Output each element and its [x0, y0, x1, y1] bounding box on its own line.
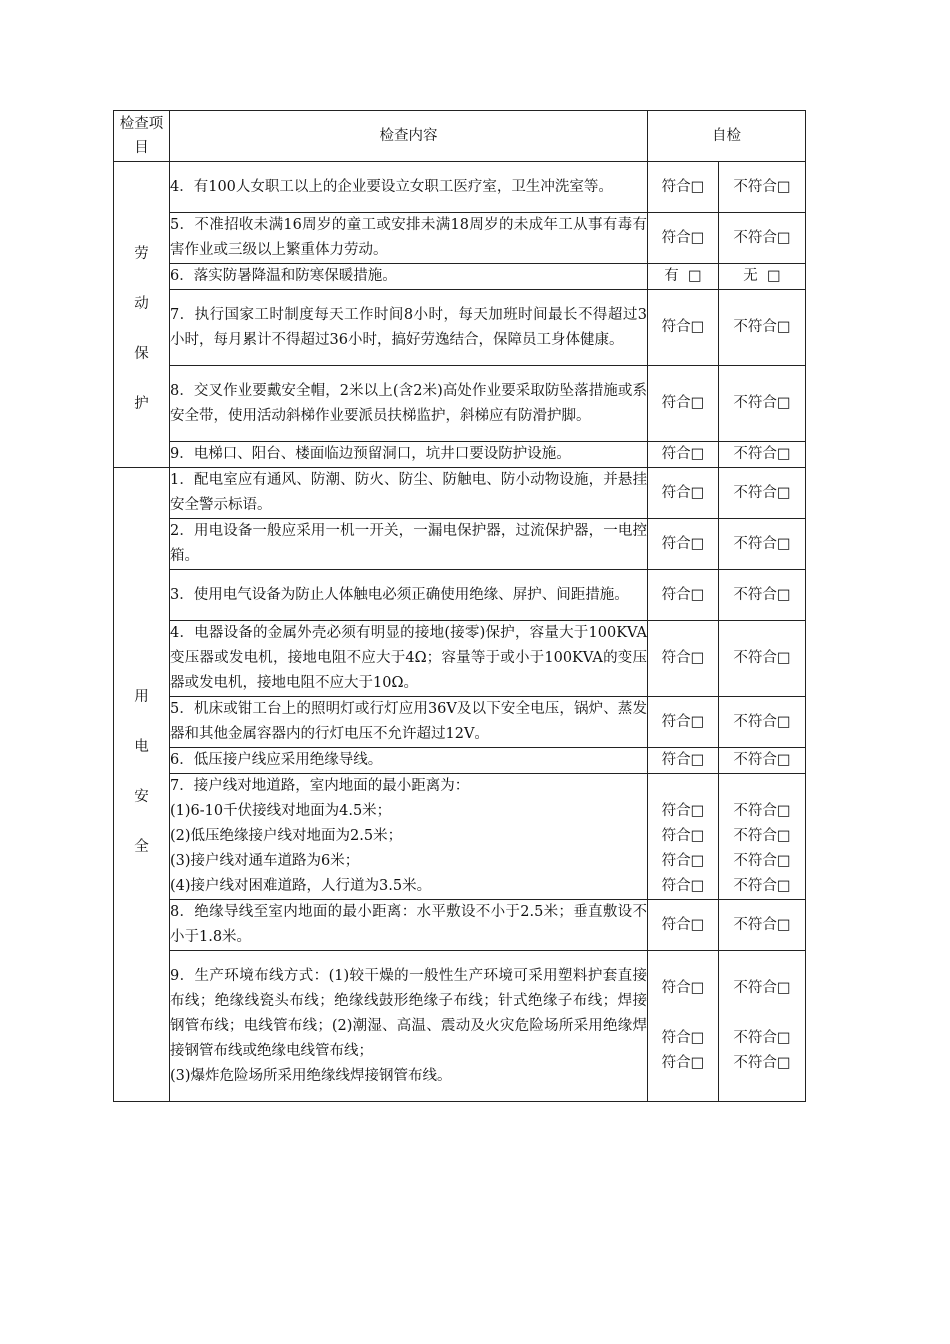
labor-item-7: 7．执行国家工时制度每天工作时间8小时，每天加班时间最长不得超过3小时，每月累计不得超过36小时，搞好劳逸结合，保障员工身体健康。	[170, 290, 648, 366]
electric-item-7-no-3[interactable]: 不符合□	[733, 853, 791, 869]
electric-item-2-no[interactable]: 不符合□	[719, 519, 806, 570]
electric-item-3-yes[interactable]: 符合□	[648, 570, 719, 621]
electric-item-9-no-1[interactable]: 不符合□	[733, 980, 791, 996]
electric-item-7-line-3: (2)低压绝缘接户线对地面为2.5米；	[170, 828, 403, 844]
electric-item-6-yes[interactable]: 符合□	[648, 748, 719, 774]
electric-item-7-line-5: (4)接户线对困难道路，人行道为3.5米。	[170, 878, 432, 894]
electric-item-7-yes-group	[648, 774, 719, 900]
labor-item-9-no[interactable]: 不符合□	[719, 442, 806, 468]
electric-item-7-yes-2[interactable]: 符合□	[661, 828, 705, 844]
labor-item-5: 5．不准招收未满16周岁的童工或安排未满18周岁的未成年工从事有毒有害作业或三级以上繁重体力劳动。	[170, 213, 648, 264]
electric-item-5: 5．机床或钳工台上的照明灯或行灯应用36V及以下安全电压，锅炉、蒸发器和其他金属容器内的行灯电压不允许超过12V。	[170, 697, 648, 748]
electric-item-9-no-3[interactable]: 不符合□	[733, 1055, 791, 1071]
electric-item-4: 4．电器设备的金属外壳必须有明显的接地(接零)保护，容量大于100KVA变压器或发电机，接地电阻不应大于4Ω；容量等于或小于100KVA的变压器或发电机，接地电阻不应大于10Ω。	[170, 621, 648, 697]
electric-item-9-no-group	[719, 951, 806, 1102]
table-row	[114, 264, 806, 290]
labor-item-5-no[interactable]: 不符合□	[719, 213, 806, 264]
table-row	[114, 570, 806, 621]
electric-item-2: 2．用电设备一般应采用一机一开关，一漏电保护器，过流保护器，一电控箱。	[170, 519, 648, 570]
electric-item-9-yes-group	[648, 951, 719, 1102]
section-electric	[114, 468, 170, 1102]
electric-item-7-no-2[interactable]: 不符合□	[733, 828, 791, 844]
electric-item-9-text: 9．生产环境布线方式：(1)较干燥的一般性生产环境可采用塑料护套直接布线；绝缘线瓷头布线；绝缘线鼓形绝缘子布线；针式绝缘子布线；焊接钢管布线；电线管布线；(2)潮湿、高温、震动及火灾危险场所采用绝缘焊接钢管布线或绝缘电线管布线；	[170, 967, 647, 1059]
electric-item-9-no-2[interactable]: 不符合□	[733, 1030, 791, 1046]
electric-item-7-no-group	[719, 774, 806, 900]
electric-item-9-yes-3[interactable]: 符合□	[661, 1055, 705, 1071]
labor-item-8-no[interactable]: 不符合□	[719, 366, 806, 442]
electric-item-7-no-1[interactable]: 不符合□	[733, 803, 791, 819]
electric-item-1-yes[interactable]: 符合□	[648, 468, 719, 519]
section-labor-char-3: 保	[134, 345, 149, 362]
electric-item-5-yes[interactable]: 符合□	[648, 697, 719, 748]
section-labor-char-1: 劳	[134, 245, 149, 262]
electric-item-9	[170, 951, 648, 1102]
labor-item-7-no[interactable]: 不符合□	[719, 290, 806, 366]
table-row	[114, 748, 806, 774]
labor-item-8-yes[interactable]: 符合□	[648, 366, 719, 442]
electric-item-6: 6．低压接户线应采用绝缘导线。	[170, 748, 648, 774]
header-self-check: 自检	[648, 111, 806, 162]
table-header-row	[114, 111, 806, 162]
electric-item-3-no[interactable]: 不符合□	[719, 570, 806, 621]
electric-item-1: 1．配电室应有通风、防潮、防火、防尘、防触电、防小动物设施，并悬挂安全警示标语。	[170, 468, 648, 519]
labor-item-4-no[interactable]: 不符合□	[719, 162, 806, 213]
labor-item-9-yes[interactable]: 符合□	[648, 442, 719, 468]
table-row	[114, 900, 806, 951]
electric-item-7-line-2: (1)6-10千伏接线对地面为4.5米；	[170, 803, 392, 819]
table-row	[114, 442, 806, 468]
section-electric-char-1: 用	[134, 688, 149, 705]
table-row	[114, 366, 806, 442]
electric-item-9-yes-1[interactable]: 符合□	[661, 980, 705, 996]
labor-item-7-yes[interactable]: 符合□	[648, 290, 719, 366]
section-labor-char-4: 护	[134, 395, 149, 412]
electric-item-7-yes-3[interactable]: 符合□	[661, 853, 705, 869]
section-labor	[114, 162, 170, 468]
table-row	[114, 290, 806, 366]
electric-item-3: 3．使用电气设备为防止人体触电必须正确使用绝缘、屏护、间距措施。	[170, 570, 648, 621]
section-electric-char-4: 全	[134, 838, 149, 855]
electric-item-1-no[interactable]: 不符合□	[719, 468, 806, 519]
electric-item-9-yes-2[interactable]: 符合□	[661, 1030, 705, 1046]
section-electric-char-2: 电	[134, 738, 149, 755]
header-content: 检查内容	[170, 111, 648, 162]
table-row	[114, 519, 806, 570]
electric-item-6-no[interactable]: 不符合□	[719, 748, 806, 774]
labor-item-8: 8．交叉作业要戴安全帽，2米以上(含2米)高处作业要采取防坠落措施或系安全带，使用活动斜梯作业要派员扶梯监护，斜梯应有防滑护脚。	[170, 366, 648, 442]
table-row	[114, 774, 806, 900]
labor-item-6-no[interactable]: 无 □	[719, 264, 806, 290]
labor-item-9: 9．电梯口、阳台、楼面临边预留洞口，坑井口要设防护设施。	[170, 442, 648, 468]
electric-item-8: 8．绝缘导线至室内地面的最小距离：水平敷设不小于2.5米；垂直敷设不小于1.8米。	[170, 900, 648, 951]
electric-item-4-no[interactable]: 不符合□	[719, 621, 806, 697]
inspection-table	[113, 110, 806, 1102]
table-row	[114, 697, 806, 748]
electric-item-4-yes[interactable]: 符合□	[648, 621, 719, 697]
electric-item-7-line-1: 7．接户线对地道路，室内地面的最小距离为：	[170, 778, 470, 794]
electric-item-7	[170, 774, 648, 900]
electric-item-5-no[interactable]: 不符合□	[719, 697, 806, 748]
electric-item-2-yes[interactable]: 符合□	[648, 519, 719, 570]
section-labor-char-2: 动	[134, 295, 149, 312]
electric-item-9-text-2: (3)爆炸危险场所采用绝缘线焊接钢管布线。	[170, 1067, 452, 1084]
table-row	[114, 621, 806, 697]
table-row	[114, 951, 806, 1102]
electric-item-8-yes[interactable]: 符合□	[648, 900, 719, 951]
labor-item-4-yes[interactable]: 符合□	[648, 162, 719, 213]
electric-item-8-no[interactable]: 不符合□	[719, 900, 806, 951]
labor-item-6-yes[interactable]: 有 □	[648, 264, 719, 290]
electric-item-7-line-4: (3)接户线对通车道路为6米；	[170, 853, 360, 869]
header-item: 检查项目	[114, 111, 170, 162]
table-row	[114, 468, 806, 519]
electric-item-7-no-4[interactable]: 不符合□	[733, 878, 791, 894]
table-row	[114, 162, 806, 213]
section-electric-char-3: 安	[134, 788, 149, 805]
labor-item-4: 4．有100人女职工以上的企业要设立女职工医疗室，卫生冲洗室等。	[170, 162, 648, 213]
electric-item-7-yes-1[interactable]: 符合□	[661, 803, 705, 819]
electric-item-7-yes-4[interactable]: 符合□	[661, 878, 705, 894]
labor-item-5-yes[interactable]: 符合□	[648, 213, 719, 264]
labor-item-6: 6．落实防暑降温和防寒保暖措施。	[170, 264, 648, 290]
table-row	[114, 213, 806, 264]
